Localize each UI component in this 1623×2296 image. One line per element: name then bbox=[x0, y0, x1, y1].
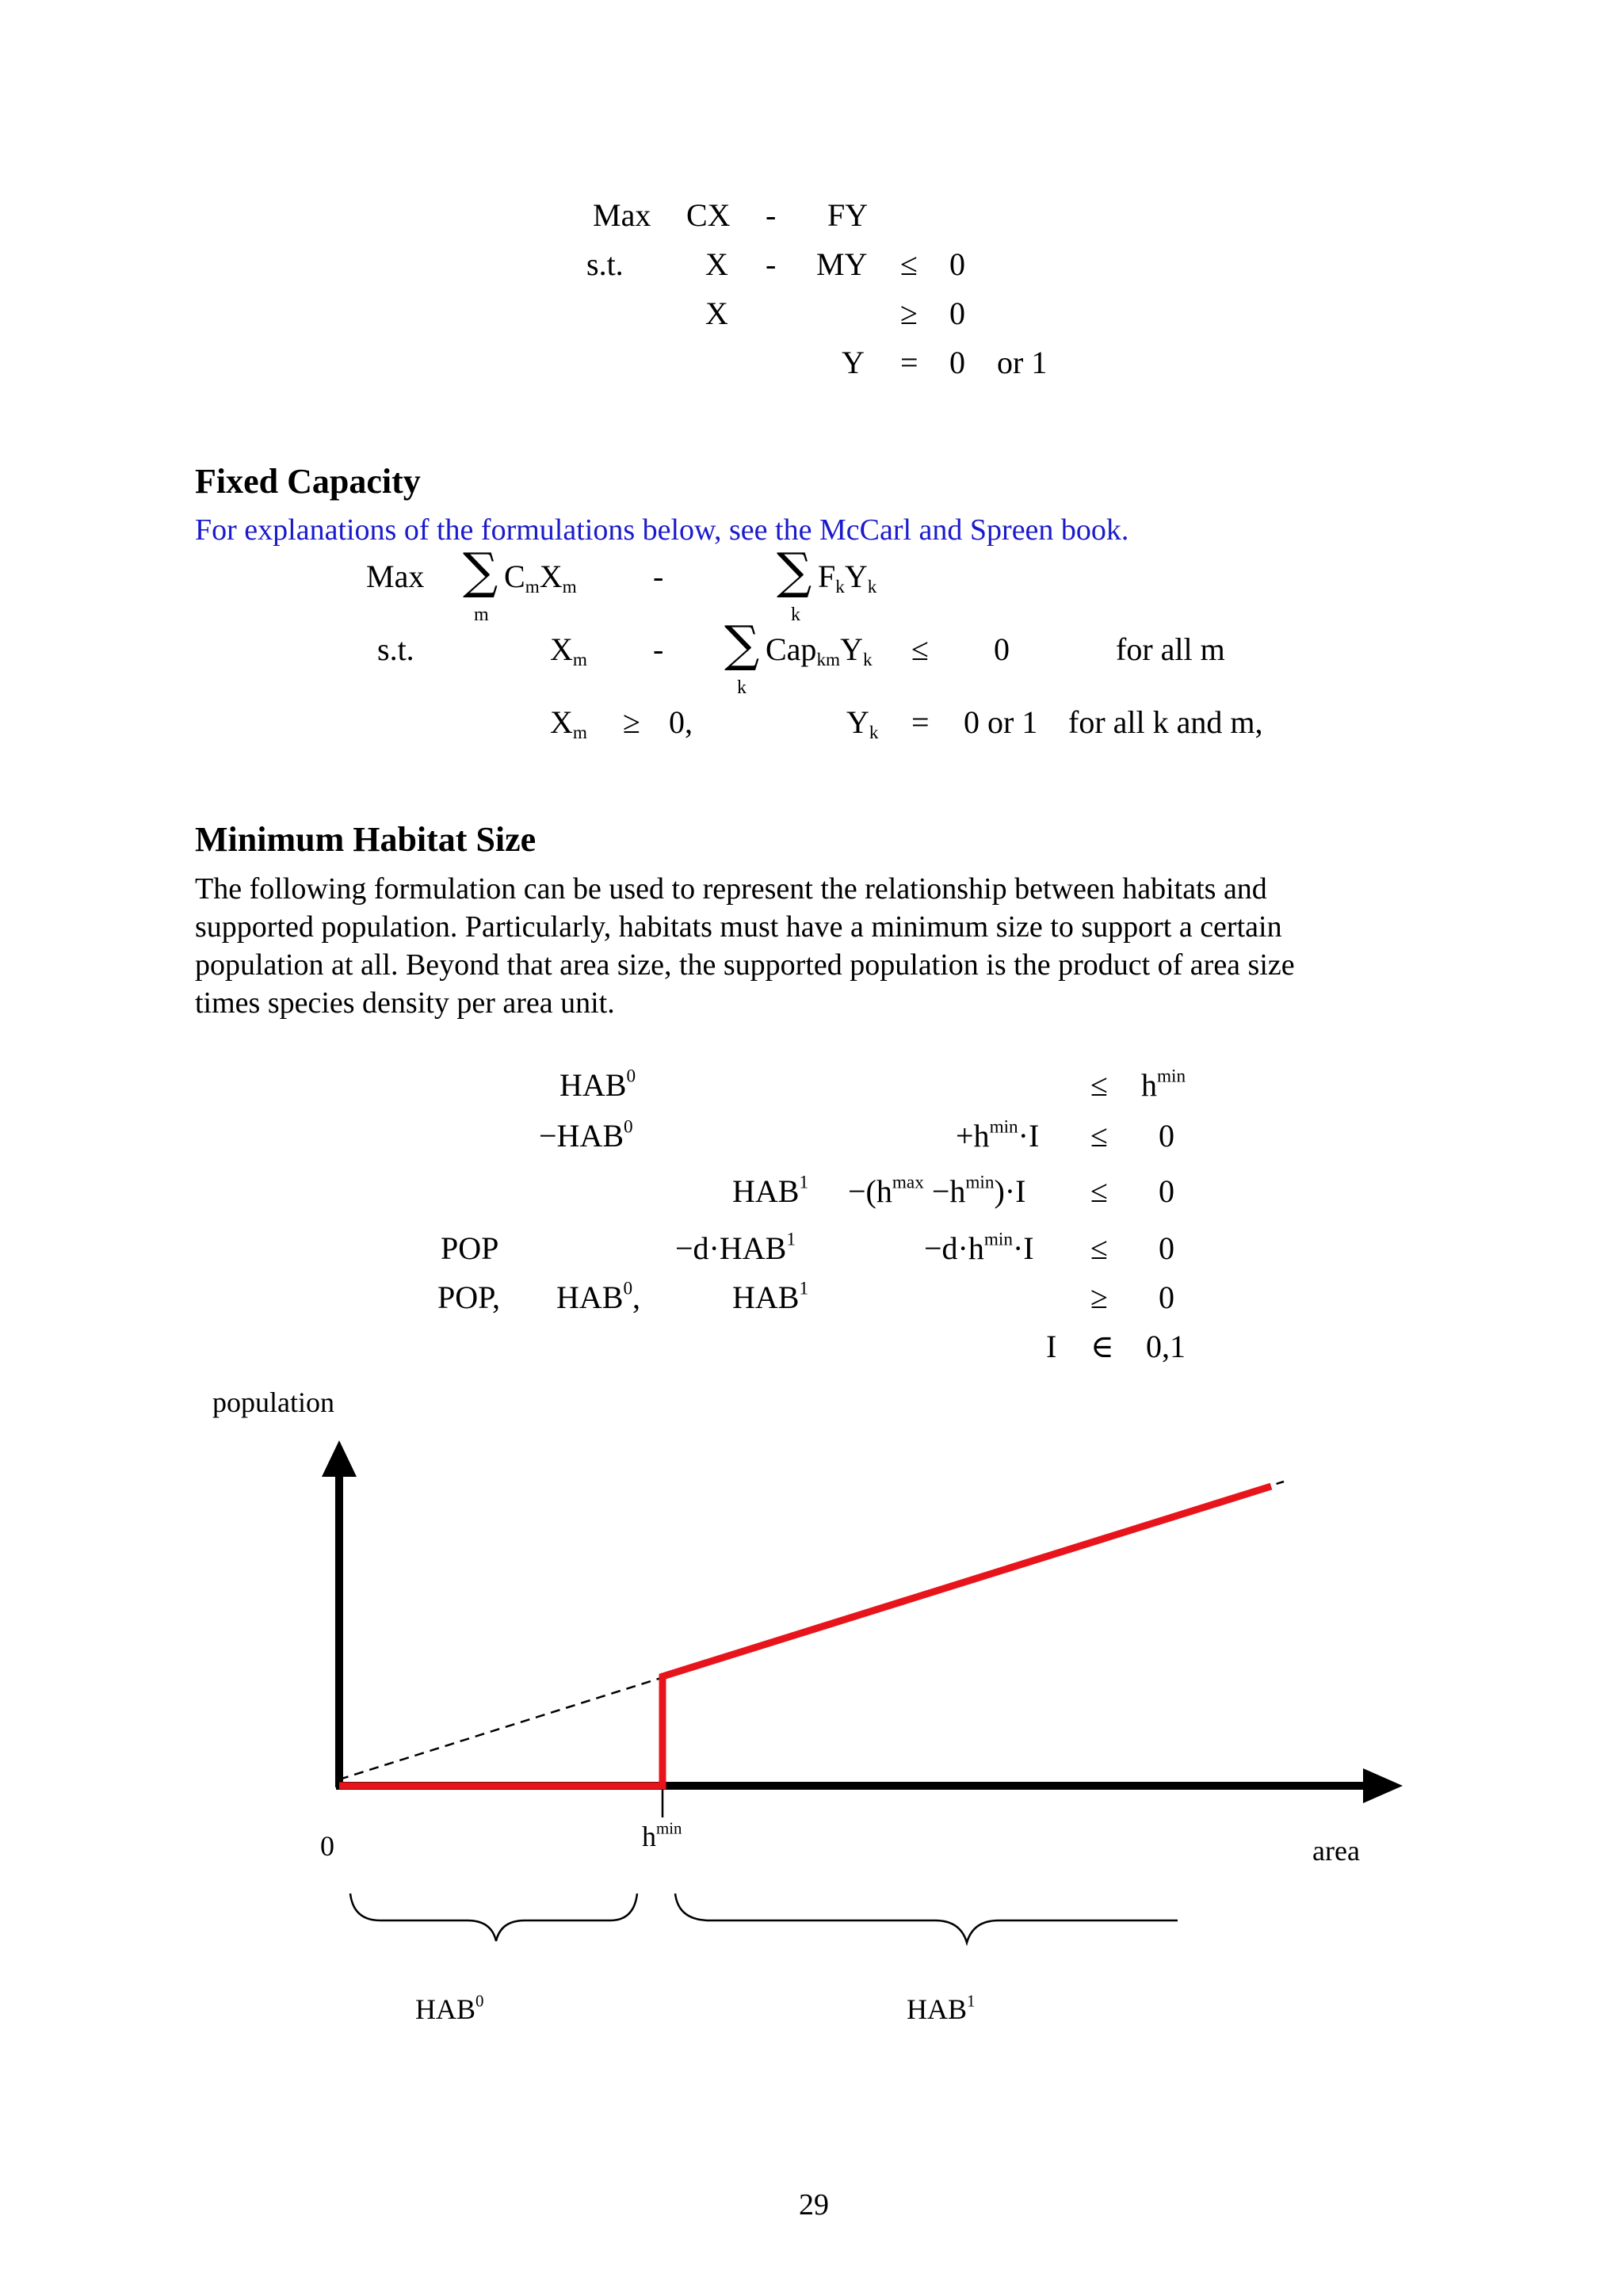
lp-fy-term: FY bbox=[827, 197, 869, 233]
fc-sum-symbol: ∑ bbox=[724, 615, 760, 673]
hab0-label: HAB$^0$ bbox=[415, 1991, 484, 2025]
fc-for-all-m: for all m bbox=[1116, 631, 1225, 667]
y-axis-label: population bbox=[212, 1386, 334, 1418]
hab1-term: HAB$^1$ bbox=[732, 1278, 809, 1315]
pop-comma-term: POP, bbox=[437, 1280, 500, 1315]
lp-minus-operator: - bbox=[766, 246, 777, 282]
zero-value: 0 bbox=[1159, 1173, 1174, 1209]
lp-zero-value: 0 bbox=[949, 246, 965, 282]
fc-max-label: Max bbox=[366, 559, 425, 594]
paragraph-line: times species density per area unit. bbox=[195, 986, 615, 1020]
lp-x-term: X bbox=[705, 246, 728, 282]
lp-max-label: Max bbox=[593, 197, 651, 233]
fc-zero-value: 0 bbox=[994, 631, 1010, 667]
lp-le-operator: ≤ bbox=[900, 246, 918, 282]
lp-ge-operator: ≥ bbox=[900, 296, 918, 331]
lp-cx-term: CX bbox=[686, 197, 731, 233]
fc-x-term: $X_m$ bbox=[550, 631, 587, 670]
paragraph-line: supported population. Particularly, habitats must have a minimum size to support a certain bbox=[195, 910, 1282, 944]
plus-h-min-i-term: $+h^{min}\cdot I$ bbox=[956, 1116, 1040, 1154]
population-curve bbox=[339, 1486, 1271, 1786]
fc-minus-operator: - bbox=[653, 559, 664, 594]
pop-term: POP bbox=[441, 1230, 499, 1266]
x-axis-label: area bbox=[1312, 1835, 1360, 1867]
fc-zero-comma: 0, bbox=[669, 704, 693, 740]
hab0-term: HAB$^0$ bbox=[559, 1066, 636, 1103]
fc-for-all-k-and-m: for all k and m, bbox=[1068, 704, 1263, 740]
lp-minus-operator: - bbox=[766, 197, 777, 233]
i-variable: I bbox=[1046, 1329, 1057, 1364]
paragraph-line: The following formulation can be used to represent the relationship between habitats and bbox=[195, 872, 1267, 906]
hab1-brace bbox=[675, 1894, 1178, 1943]
zero-value: 0 bbox=[1159, 1230, 1174, 1266]
lp-zero-value: 0 bbox=[949, 296, 965, 331]
fc-zero-or-one: 0 or 1 bbox=[964, 704, 1038, 740]
lp-eq-operator: = bbox=[900, 345, 918, 380]
min-habitat-heading: Minimum Habitat Size bbox=[195, 820, 537, 859]
le-operator: ≤ bbox=[1090, 1230, 1108, 1266]
le-operator: ≤ bbox=[1090, 1118, 1108, 1154]
fc-sum-index: k bbox=[737, 677, 747, 698]
x-axis-arrow bbox=[1363, 1768, 1403, 1803]
zero-value: 0 bbox=[1159, 1118, 1174, 1154]
fixed-capacity-note: For explanations of the formulations below, see the McCarl and Spreen book. bbox=[195, 513, 1129, 547]
fc-y-term: $Y_k$ bbox=[846, 704, 879, 743]
fc-st-label: s.t. bbox=[377, 631, 414, 667]
hmax-minus-hmin-term: $-(h^{max} -h^{min})\cdot I$ bbox=[848, 1172, 1026, 1209]
fc-eq-operator: = bbox=[911, 704, 930, 740]
fc-ge-operator: ≥ bbox=[623, 704, 640, 740]
lp-zero-value: 0 bbox=[949, 345, 965, 380]
fc-le-operator: ≤ bbox=[911, 631, 929, 667]
ge-operator: ≥ bbox=[1090, 1280, 1108, 1315]
hab0-brace bbox=[350, 1894, 637, 1941]
fixed-capacity-heading: Fixed Capacity bbox=[195, 462, 421, 501]
fc-sum-index: m bbox=[474, 605, 489, 625]
hab0-comma-term: HAB$^0$, bbox=[556, 1278, 641, 1315]
zero-value: 0 bbox=[1159, 1280, 1174, 1315]
fc-cx-term: $C_mX_m$ bbox=[504, 559, 577, 597]
fc-fy-term: $F_kY_k$ bbox=[818, 559, 877, 597]
fc-sum-symbol: ∑ bbox=[777, 542, 812, 600]
fc-sum-symbol: ∑ bbox=[463, 542, 498, 600]
h-min-term: $h^{min}$ bbox=[1141, 1066, 1186, 1103]
lp-y-term: Y bbox=[842, 345, 865, 380]
fc-cap-term: $Cap_{km}Y_k$ bbox=[766, 631, 873, 670]
minus-d-hmin-i-term: $-d\cdot h^{min}\cdot I$ bbox=[924, 1229, 1034, 1266]
hab1-term: HAB$^1$ bbox=[732, 1172, 809, 1209]
page-number: 29 bbox=[799, 2188, 829, 2222]
in-operator: ∈ bbox=[1090, 1329, 1114, 1364]
y-axis-arrow bbox=[322, 1440, 357, 1477]
fc-minus-operator: - bbox=[653, 631, 664, 667]
hab1-label: HAB$^1$ bbox=[907, 1991, 976, 2025]
le-operator: ≤ bbox=[1090, 1067, 1108, 1103]
zero-one-set: 0,1 bbox=[1146, 1329, 1186, 1364]
fc-sum-index: k bbox=[791, 605, 800, 625]
neg-hab0-term: $-HAB^0$ bbox=[539, 1116, 633, 1154]
h-min-label: $h^{min}$ bbox=[642, 1818, 682, 1852]
lp-my-term: MY bbox=[816, 246, 868, 282]
minus-d-hab1-term: $-d\cdot HAB^1$ bbox=[675, 1229, 796, 1266]
origin-label: 0 bbox=[320, 1830, 334, 1862]
paragraph-line: population at all. Beyond that area size, the supported population is the product of area size bbox=[195, 948, 1295, 982]
lp-st-label: s.t. bbox=[586, 246, 624, 282]
lp-x-term: X bbox=[705, 296, 728, 331]
fc-x-term: $X_m$ bbox=[550, 704, 587, 743]
lp-or-one-value: or 1 bbox=[997, 345, 1048, 380]
le-operator: ≤ bbox=[1090, 1173, 1108, 1209]
